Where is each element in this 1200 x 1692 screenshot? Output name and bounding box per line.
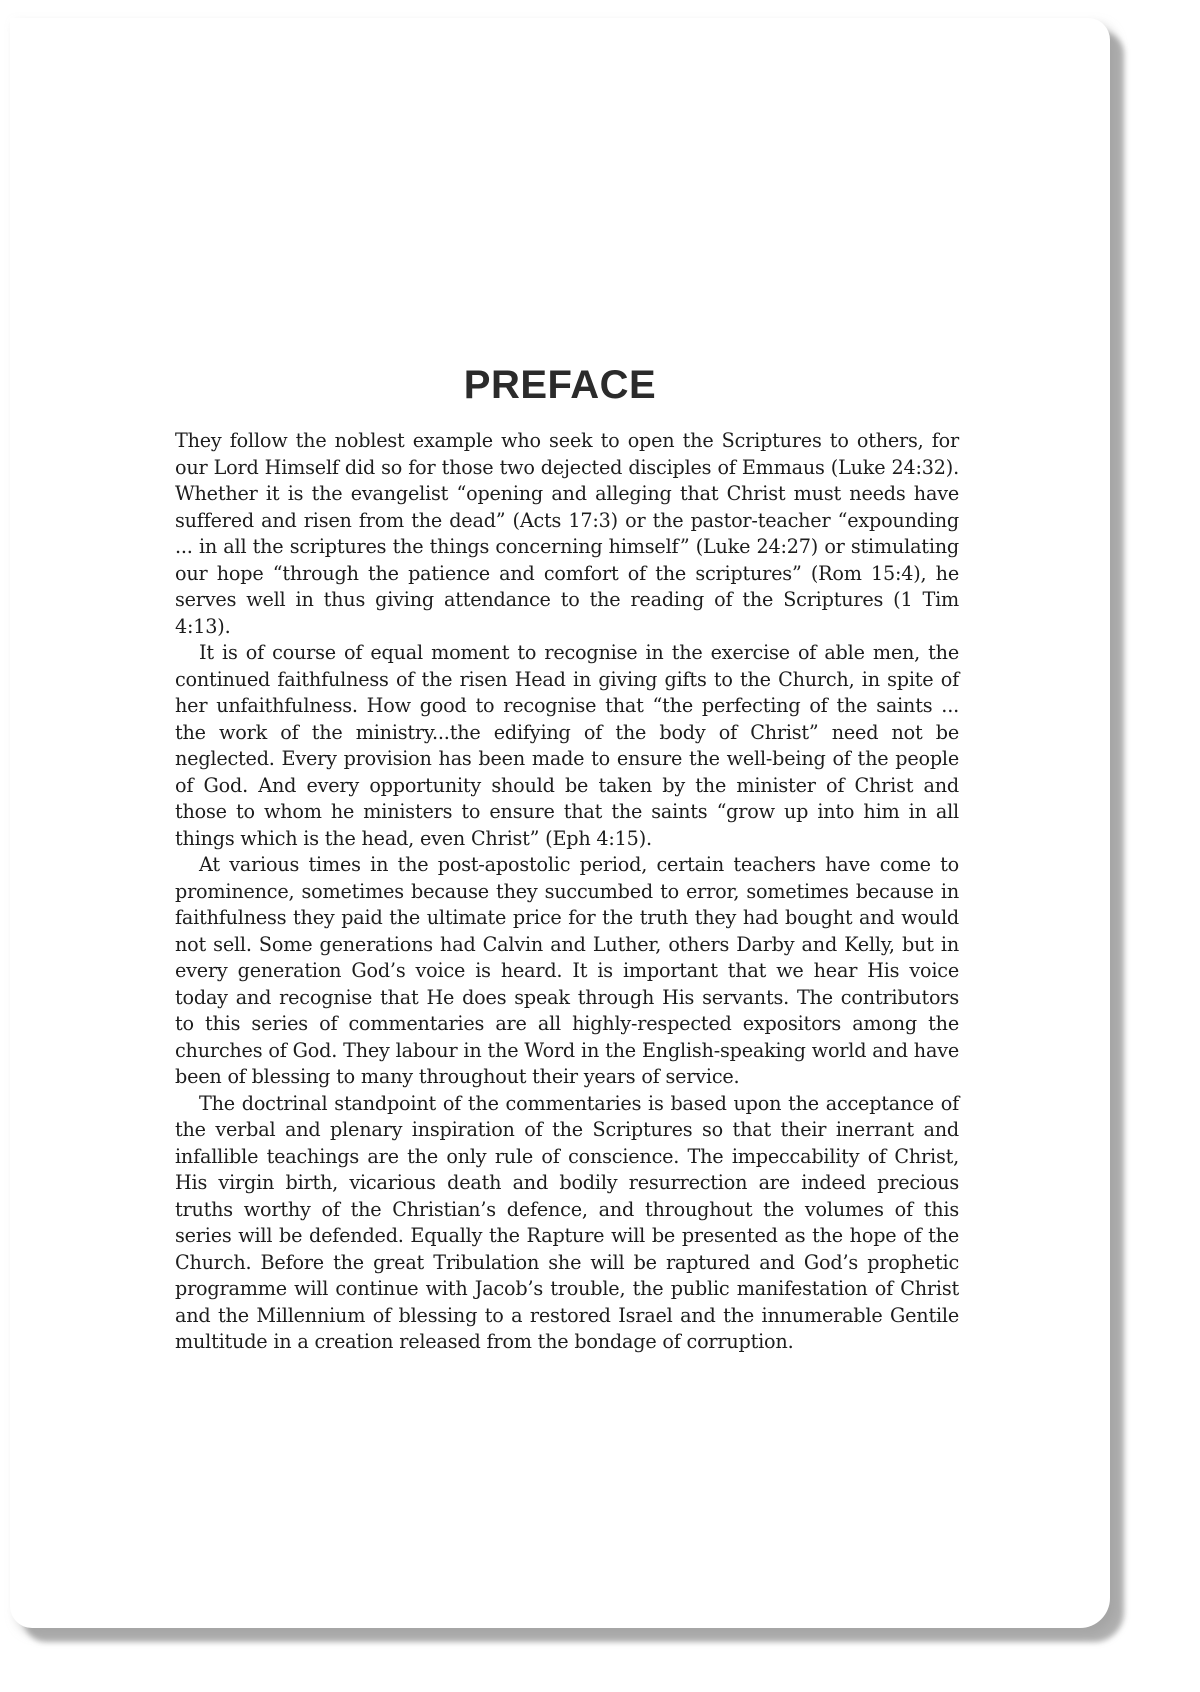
paragraph-1: They follow the noblest example who seek to open the Scriptures to others, for our Lord Himself did so for those two dejected disciples of Emmaus (Luke 24:32). Whether it is the evangelist “opening and alleging that Christ must needs have suffered and risen from the dead” (Acts 17:3) or the pastor-teacher “expounding ... in all the scriptures the things concerning himself” (Luke 24:27) or stimulating our hope “through the patience and comfort of the scriptures” (Rom 15:4), he serves well in thus giving attendance to the reading of the Scriptures (1 Tim 4:13). — [175, 429, 959, 638]
preface-body — [175, 428, 959, 1356]
page-title: PREFACE — [463, 363, 657, 407]
document-page — [10, 18, 1110, 1628]
paragraph-3: At various times in the post-apostolic period, certain teachers have come to prominence, sometimes because they succumbed to error, sometimes because in faithfulness they paid the ultimate price for the truth they had bought and would not sell. Some generations had Calvin and Luther, others Darby and Kelly, but in every generation God’s voice is heard. It is important that we hear His voice today and recognise that He does speak through His servants. The contributors to this series of commentaries are all highly-respected expositors among the churches of God. They labour in the Word in the English-speaking world and have been of blessing to many throughout their years of service. — [175, 853, 959, 1088]
paragraph-4: The doctrinal standpoint of the commentaries is based upon the acceptance of the verbal and plenary inspiration of the Scriptures so that their inerrant and infallible teachings are the only rule of conscience. The impeccability of Christ, His virgin birth, vicarious death and bodily resurrection are indeed precious truths worthy of the Christian’s defence, and throughout the volumes of this series will be defended. Equally the Rapture will be presented as the hope of the Church. Before the great Tribulation she will be raptured and God’s prophetic programme will continue with Jacob’s trouble, the public manifestation of Christ and the Millennium of blessing to a restored Israel and the innumerable Gentile multitude in a creation released from the bondage of corruption. — [175, 1091, 959, 1353]
paragraph-2: It is of course of equal moment to recognise in the exercise of able men, the continued faithfulness of the risen Head in giving gifts to the Church, in spite of her unfaithfulness. How good to recognise that “the perfecting of the saints ... the work of the ministry...the edifying of the body of Christ” need not be neglected. Every provision has been made to ensure the well-being of the people of God. And every opportunity should be taken by the minister of Christ and those to whom he ministers to ensure that the saints “grow up into him in all things which is the head, even Christ” (Eph 4:15). — [175, 641, 959, 850]
